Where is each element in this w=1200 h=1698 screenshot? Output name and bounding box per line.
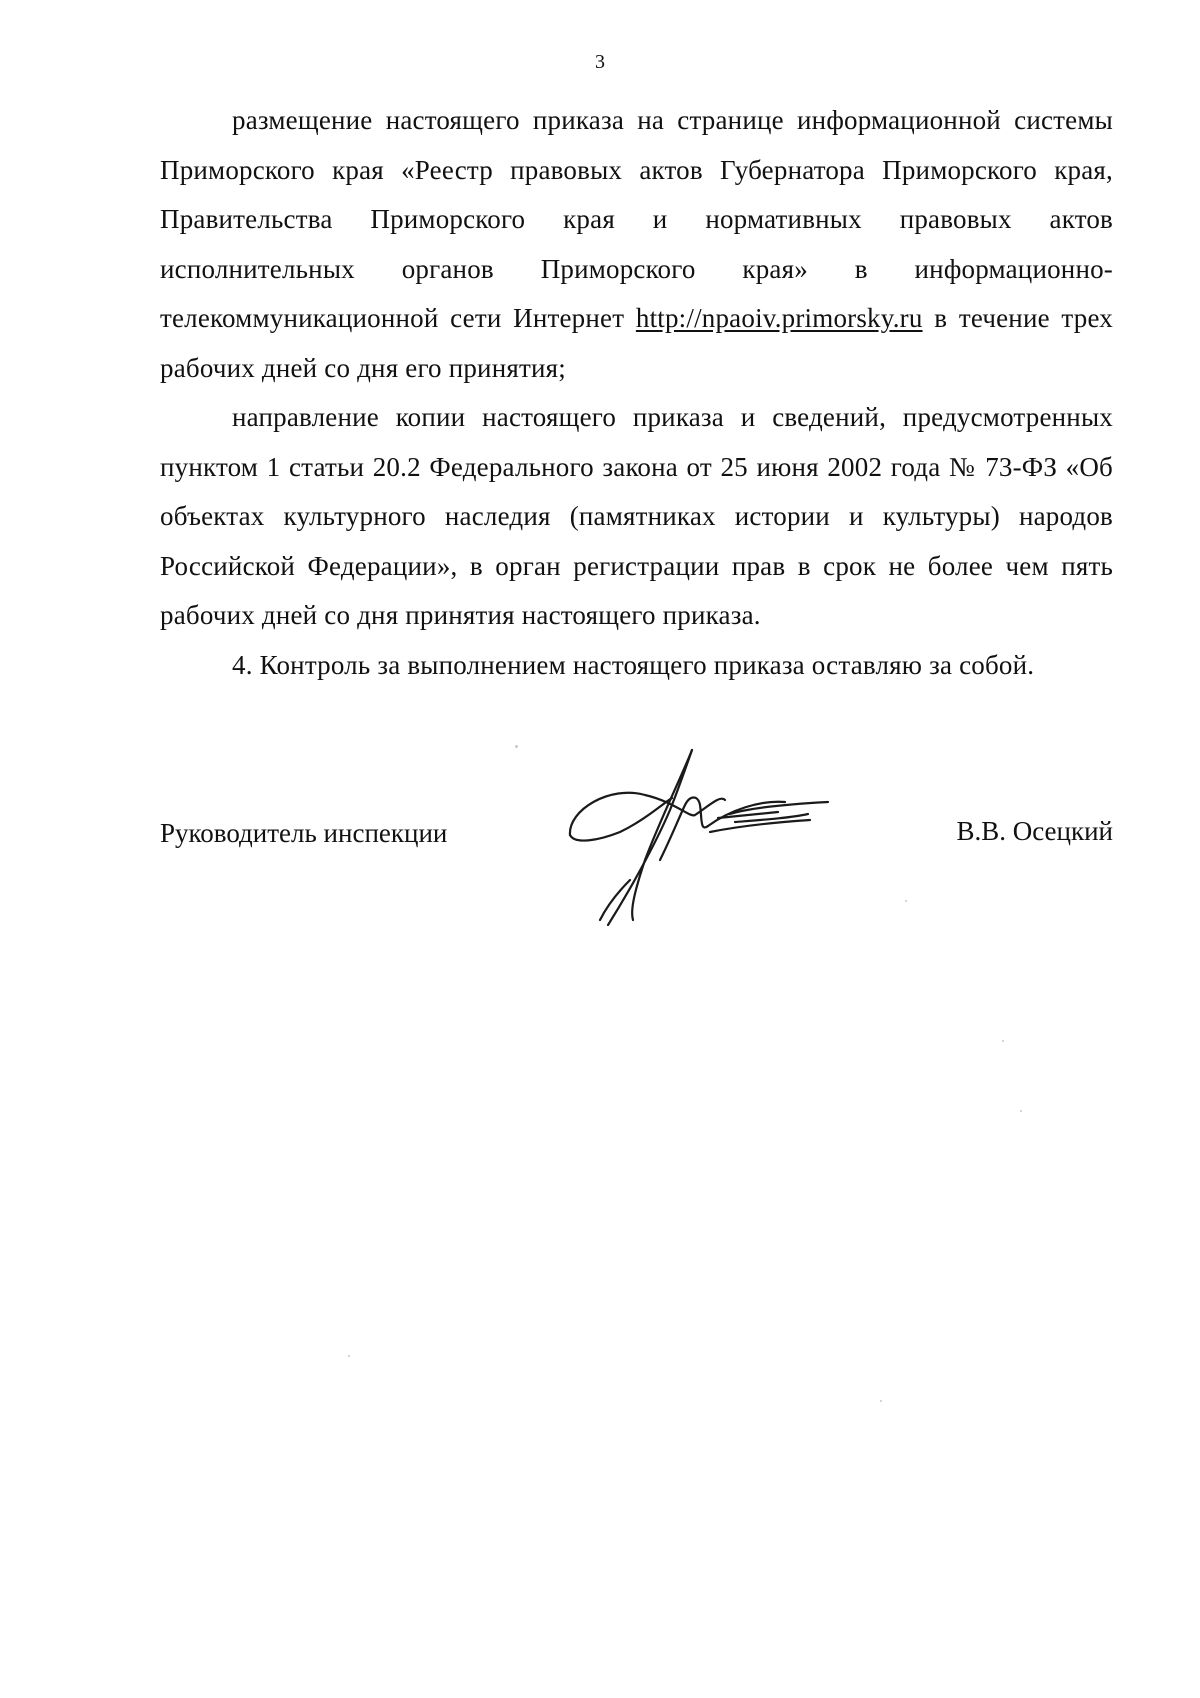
paragraph-registration: направление копии настоящего приказа и сведений, предусмотренных пунктом 1 статьи 20.2 Федерального закона от 25 июня 2002 года № 73-ФЗ «Об объектах культурного наследия (памятниках истории и культуры) народов Российской Федерации», в орган регистрации прав в срок не более чем пять рабочих дней со дня принятия настоящего приказа. bbox=[160, 402, 1113, 630]
scan-speck bbox=[1002, 1040, 1004, 1042]
page-number: 3 bbox=[595, 51, 605, 73]
paragraph-publication-tail: в течение трех рабочих дней со дня его принятия; bbox=[160, 303, 1113, 383]
paragraph-publication bbox=[160, 96, 1113, 393]
scan-speck bbox=[905, 900, 907, 902]
document-body bbox=[160, 96, 1113, 690]
registry-link[interactable]: http://npaoiv.primorsky.ru bbox=[635, 303, 923, 333]
paragraph-control: 4. Контроль за выполнением настоящего приказа оставляю за собой. bbox=[232, 649, 1035, 680]
paragraph-publication-text: размещение настоящего приказа на странице информационной системы Приморского края «Реестр правовых актов Губернатора Приморского края, Правительства Приморского края и нормативных правовых актов исполнительных органов Приморского края» в информационно-телекоммуникационной сети Интернет bbox=[160, 105, 1113, 333]
scan-speck bbox=[515, 745, 518, 748]
scan-speck bbox=[348, 1355, 350, 1357]
scan-speck bbox=[1020, 1110, 1022, 1112]
scan-speck bbox=[880, 1400, 882, 1402]
signer-name: В.В. Осецкий bbox=[956, 816, 1113, 846]
handwritten-signature bbox=[560, 740, 870, 935]
position-title: Руководитель инспекции bbox=[160, 818, 448, 848]
